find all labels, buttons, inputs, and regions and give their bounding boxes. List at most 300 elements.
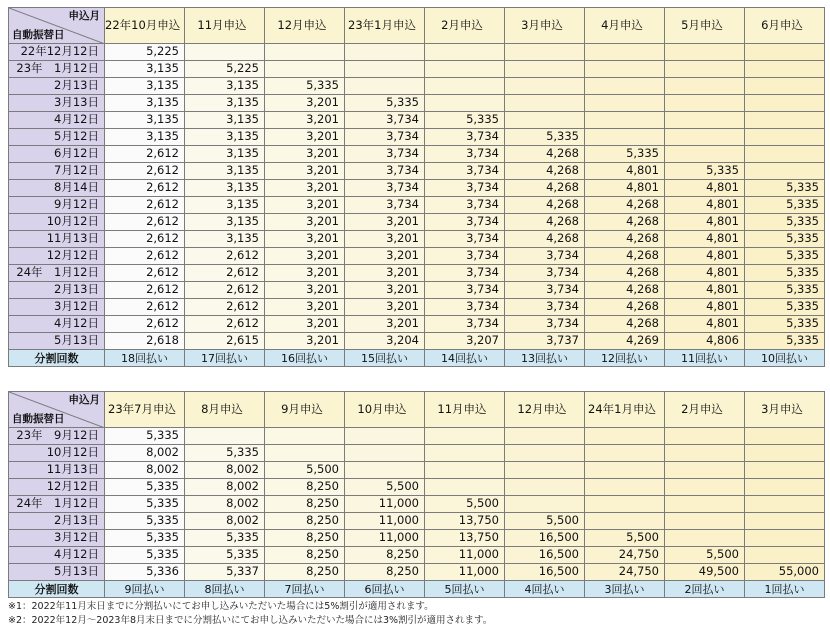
table-row: [9, 180, 825, 197]
column-header: 24年1月申込: [585, 392, 665, 428]
amount-cell: [745, 61, 825, 78]
amount-cell: 3,734: [345, 129, 425, 146]
amount-cell: 2,612: [185, 282, 265, 299]
amount-cell: 3,734: [505, 265, 585, 282]
amount-cell: 3,135: [185, 95, 265, 112]
amount-cell: [745, 462, 825, 479]
amount-cell: 4,268: [585, 231, 665, 248]
amount-cell: 16,500: [505, 547, 585, 564]
amount-cell: 3,734: [425, 180, 505, 197]
amount-cell: [265, 428, 345, 445]
amount-cell: 4,268: [585, 316, 665, 333]
amount-cell: 4,268: [585, 197, 665, 214]
installment-count-label: 分割回数: [9, 581, 105, 598]
debit-date-cell: 2月13日: [9, 513, 105, 530]
amount-cell: [745, 513, 825, 530]
amount-cell: [265, 44, 345, 61]
amount-cell: 2,612: [105, 146, 185, 163]
installment-count-cell: 6回払い: [345, 581, 425, 598]
header-row: [9, 392, 825, 428]
column-header: 4月申込: [585, 8, 665, 44]
amount-cell: 3,734: [505, 299, 585, 316]
debit-date-cell: 10月12日: [9, 214, 105, 231]
amount-cell: [585, 445, 665, 462]
amount-cell: [665, 146, 745, 163]
amount-cell: 4,801: [665, 299, 745, 316]
amount-cell: 2,615: [185, 333, 265, 350]
amount-cell: [585, 78, 665, 95]
installment-count-cell: 3回払い: [585, 581, 665, 598]
amount-cell: [745, 78, 825, 95]
installment-count-cell: 2回払い: [665, 581, 745, 598]
debit-date-cell: 2月13日: [9, 78, 105, 95]
amount-cell: [345, 428, 425, 445]
table-row: [9, 163, 825, 180]
amount-cell: 55,000: [745, 564, 825, 581]
amount-cell: 3,201: [265, 265, 345, 282]
amount-cell: 4,268: [505, 180, 585, 197]
table-row: [9, 78, 825, 95]
footnote-2: ※2：2022年12月～2023年8月末日までに分割払いにてお申し込みいただいた場合には3%割引が適用されます。: [8, 615, 493, 626]
amount-cell: 5,335: [105, 547, 185, 564]
debit-date-cell: 3月13日: [9, 95, 105, 112]
amount-cell: 3,734: [345, 180, 425, 197]
installment-count-cell: 17回払い: [185, 350, 265, 367]
corner-label-debit-date: 自動振替日: [12, 412, 65, 425]
amount-cell: 3,135: [185, 197, 265, 214]
amount-cell: [185, 428, 265, 445]
amount-cell: [585, 112, 665, 129]
amount-cell: [665, 129, 745, 146]
amount-cell: 8,250: [345, 564, 425, 581]
amount-cell: [505, 112, 585, 129]
column-header: 11月申込: [185, 8, 265, 44]
amount-cell: 5,335: [345, 95, 425, 112]
amount-cell: 4,268: [585, 265, 665, 282]
amount-cell: 3,201: [265, 316, 345, 333]
amount-cell: 5,335: [745, 282, 825, 299]
amount-cell: 5,335: [105, 479, 185, 496]
corner-header: [9, 8, 105, 44]
amount-cell: [345, 445, 425, 462]
debit-date-cell: 12月12日: [9, 248, 105, 265]
amount-cell: 3,201: [345, 316, 425, 333]
amount-cell: [505, 78, 585, 95]
amount-cell: [585, 428, 665, 445]
amount-cell: 5,500: [665, 547, 745, 564]
amount-cell: 3,734: [505, 248, 585, 265]
amount-cell: 5,500: [345, 479, 425, 496]
amount-cell: [505, 428, 585, 445]
amount-cell: 4,268: [585, 214, 665, 231]
corner-label-apply-month: 申込月: [68, 394, 100, 406]
table-row: [9, 248, 825, 265]
amount-cell: 4,801: [665, 231, 745, 248]
amount-cell: 5,500: [265, 462, 345, 479]
amount-cell: 5,335: [745, 299, 825, 316]
amount-cell: [505, 44, 585, 61]
amount-cell: 3,734: [425, 299, 505, 316]
amount-cell: [505, 496, 585, 513]
table-row: [9, 445, 825, 462]
amount-cell: 3,135: [105, 95, 185, 112]
amount-cell: 4,268: [505, 197, 585, 214]
debit-date-cell: 3月12日: [9, 530, 105, 547]
amount-cell: 24,750: [585, 547, 665, 564]
amount-cell: 3,201: [265, 214, 345, 231]
amount-cell: 5,335: [425, 112, 505, 129]
column-header: 10月申込: [345, 392, 425, 428]
debit-date-cell: 10月12日: [9, 445, 105, 462]
debit-date-cell: 11月13日: [9, 231, 105, 248]
amount-cell: 5,335: [185, 445, 265, 462]
amount-cell: [425, 428, 505, 445]
amount-cell: 4,801: [665, 265, 745, 282]
amount-cell: [265, 445, 345, 462]
debit-date-cell: 23年 9月12日: [9, 428, 105, 445]
amount-cell: 5,500: [505, 513, 585, 530]
amount-cell: 3,734: [345, 163, 425, 180]
column-header: 12月申込: [505, 392, 585, 428]
amount-cell: 8,002: [185, 496, 265, 513]
amount-cell: [665, 44, 745, 61]
amount-cell: 3,135: [185, 214, 265, 231]
amount-cell: [745, 530, 825, 547]
column-header: 11月申込: [425, 392, 505, 428]
amount-cell: 3,734: [425, 282, 505, 299]
amount-cell: 13,750: [425, 530, 505, 547]
debit-date-cell: 3月12日: [9, 299, 105, 316]
amount-cell: 3,135: [105, 129, 185, 146]
installment-count-cell: 8回払い: [185, 581, 265, 598]
table-row: [9, 299, 825, 316]
table-row: [9, 95, 825, 112]
amount-cell: 8,250: [265, 496, 345, 513]
amount-cell: [745, 146, 825, 163]
amount-cell: 4,801: [585, 180, 665, 197]
amount-cell: 8,002: [185, 479, 265, 496]
table-row: [9, 197, 825, 214]
amount-cell: [345, 78, 425, 95]
amount-cell: 4,801: [665, 180, 745, 197]
amount-cell: 3,734: [345, 146, 425, 163]
amount-cell: 11,000: [425, 547, 505, 564]
debit-date-cell: 7月12日: [9, 163, 105, 180]
installment-count-cell: 10回払い: [745, 350, 825, 367]
amount-cell: 5,335: [745, 248, 825, 265]
amount-cell: 4,268: [585, 299, 665, 316]
amount-cell: 3,201: [345, 248, 425, 265]
debit-date-cell: 23年 1月12日: [9, 61, 105, 78]
debit-date-cell: 9月12日: [9, 197, 105, 214]
amount-cell: [745, 496, 825, 513]
amount-cell: 3,737: [505, 333, 585, 350]
installment-count-cell: 5回払い: [425, 581, 505, 598]
amount-cell: 3,734: [505, 316, 585, 333]
installment-table-2: [8, 391, 825, 598]
amount-cell: 11,000: [345, 496, 425, 513]
installment-count-cell: 18回払い: [105, 350, 185, 367]
corner-label-apply-month: 申込月: [68, 10, 100, 22]
amount-cell: 3,734: [505, 282, 585, 299]
amount-cell: 3,207: [425, 333, 505, 350]
table-row: [9, 333, 825, 350]
debit-date-cell: 4月12日: [9, 316, 105, 333]
amount-cell: 5,335: [505, 129, 585, 146]
amount-cell: 5,335: [745, 316, 825, 333]
amount-cell: 11,000: [345, 530, 425, 547]
table-row: [9, 129, 825, 146]
amount-cell: 3,734: [425, 129, 505, 146]
amount-cell: 3,734: [425, 316, 505, 333]
amount-cell: 3,135: [185, 112, 265, 129]
header-row: [9, 8, 825, 44]
amount-cell: [425, 78, 505, 95]
amount-cell: 2,612: [105, 299, 185, 316]
debit-date-cell: 4月12日: [9, 547, 105, 564]
amount-cell: 3,201: [265, 248, 345, 265]
amount-cell: 5,335: [265, 78, 345, 95]
amount-cell: 2,612: [185, 248, 265, 265]
amount-cell: [505, 61, 585, 78]
amount-cell: 3,734: [425, 163, 505, 180]
amount-cell: 5,225: [105, 44, 185, 61]
amount-cell: 3,734: [345, 197, 425, 214]
amount-cell: 4,268: [585, 248, 665, 265]
amount-cell: 5,335: [745, 333, 825, 350]
amount-cell: 5,335: [105, 530, 185, 547]
amount-cell: [505, 95, 585, 112]
debit-date-cell: 24年 1月12日: [9, 496, 105, 513]
table-row: [9, 462, 825, 479]
amount-cell: 11,000: [425, 564, 505, 581]
amount-cell: 2,612: [185, 316, 265, 333]
amount-cell: 5,335: [185, 547, 265, 564]
amount-cell: [665, 513, 745, 530]
installment-count-cell: 15回払い: [345, 350, 425, 367]
amount-cell: [745, 428, 825, 445]
amount-cell: 3,135: [185, 78, 265, 95]
amount-cell: 2,612: [105, 316, 185, 333]
amount-cell: [345, 61, 425, 78]
debit-date-cell: 22年12月12日: [9, 44, 105, 61]
debit-date-cell: 12月12日: [9, 479, 105, 496]
corner-label-debit-date: 自動振替日: [12, 28, 65, 41]
amount-cell: 3,135: [105, 61, 185, 78]
amount-cell: 8,250: [265, 513, 345, 530]
amount-cell: 3,201: [265, 146, 345, 163]
amount-cell: 3,135: [105, 78, 185, 95]
amount-cell: 2,612: [185, 299, 265, 316]
amount-cell: [425, 95, 505, 112]
amount-cell: 5,335: [745, 180, 825, 197]
installment-count-cell: 4回払い: [505, 581, 585, 598]
column-header: 23年7月申込: [105, 392, 185, 428]
installment-count-row: [9, 581, 825, 598]
amount-cell: 3,201: [265, 95, 345, 112]
amount-cell: 3,734: [425, 231, 505, 248]
amount-cell: [745, 129, 825, 146]
amount-cell: 3,201: [345, 231, 425, 248]
amount-cell: 3,201: [265, 163, 345, 180]
installment-count-cell: 16回払い: [265, 350, 345, 367]
amount-cell: 3,201: [345, 265, 425, 282]
amount-cell: [585, 95, 665, 112]
column-header: 6月申込: [745, 8, 825, 44]
amount-cell: [585, 479, 665, 496]
debit-date-cell: 11月13日: [9, 462, 105, 479]
amount-cell: 2,612: [105, 231, 185, 248]
amount-cell: 2,618: [105, 333, 185, 350]
amount-cell: [425, 61, 505, 78]
amount-cell: [585, 513, 665, 530]
table-row: [9, 428, 825, 445]
table-row: [9, 214, 825, 231]
amount-cell: [425, 479, 505, 496]
installment-count-cell: 14回払い: [425, 350, 505, 367]
amount-cell: [585, 496, 665, 513]
amount-cell: 3,201: [265, 282, 345, 299]
amount-cell: 2,612: [105, 265, 185, 282]
amount-cell: 5,337: [185, 564, 265, 581]
amount-cell: 2,612: [105, 248, 185, 265]
amount-cell: [665, 112, 745, 129]
table-row: [9, 316, 825, 333]
column-header: 2月申込: [425, 8, 505, 44]
amount-cell: [425, 44, 505, 61]
installment-count-cell: 13回払い: [505, 350, 585, 367]
amount-cell: 3,201: [265, 231, 345, 248]
amount-cell: 5,335: [745, 231, 825, 248]
amount-cell: 5,335: [105, 496, 185, 513]
amount-cell: 49,500: [665, 564, 745, 581]
amount-cell: [665, 530, 745, 547]
amount-cell: 3,201: [265, 129, 345, 146]
amount-cell: 5,500: [585, 530, 665, 547]
amount-cell: [745, 163, 825, 180]
amount-cell: 4,269: [585, 333, 665, 350]
amount-cell: [665, 479, 745, 496]
table-row: [9, 44, 825, 61]
amount-cell: [585, 44, 665, 61]
amount-cell: [345, 44, 425, 61]
amount-cell: 5,335: [665, 163, 745, 180]
table-row: [9, 282, 825, 299]
column-header: 3月申込: [745, 392, 825, 428]
amount-cell: [665, 462, 745, 479]
amount-cell: [585, 462, 665, 479]
amount-cell: 4,268: [505, 163, 585, 180]
amount-cell: [425, 462, 505, 479]
amount-cell: 8,250: [265, 564, 345, 581]
column-header: 8月申込: [185, 392, 265, 428]
amount-cell: [505, 445, 585, 462]
amount-cell: 4,801: [585, 163, 665, 180]
amount-cell: 2,612: [105, 180, 185, 197]
installment-count-cell: 11回払い: [665, 350, 745, 367]
footnote-1: ※1：2022年11月末日までに分割払いにてお申し込みいただいた場合には5%割引が適用されます。: [8, 601, 434, 612]
amount-cell: [665, 428, 745, 445]
amount-cell: 3,201: [345, 299, 425, 316]
table-row: [9, 530, 825, 547]
amount-cell: [745, 547, 825, 564]
amount-cell: 3,201: [345, 214, 425, 231]
amount-cell: 16,500: [505, 530, 585, 547]
debit-date-cell: 5月12日: [9, 129, 105, 146]
amount-cell: 2,612: [105, 163, 185, 180]
installment-count-cell: 7回払い: [265, 581, 345, 598]
amount-cell: 8,002: [185, 513, 265, 530]
amount-cell: [745, 479, 825, 496]
amount-cell: 3,201: [265, 299, 345, 316]
amount-cell: 4,801: [665, 214, 745, 231]
amount-cell: 3,135: [185, 231, 265, 248]
installment-count-row: [9, 350, 825, 367]
amount-cell: 3,135: [105, 112, 185, 129]
amount-cell: 24,750: [585, 564, 665, 581]
amount-cell: [745, 44, 825, 61]
column-header: 23年1月申込: [345, 8, 425, 44]
amount-cell: 3,734: [345, 112, 425, 129]
column-header: 5月申込: [665, 8, 745, 44]
amount-cell: 8,250: [345, 547, 425, 564]
amount-cell: 5,225: [185, 61, 265, 78]
amount-cell: 5,335: [585, 146, 665, 163]
amount-cell: 2,612: [105, 214, 185, 231]
amount-cell: [665, 445, 745, 462]
amount-cell: 3,201: [265, 333, 345, 350]
amount-cell: 8,002: [105, 445, 185, 462]
amount-cell: 4,268: [585, 282, 665, 299]
amount-cell: 3,734: [425, 248, 505, 265]
amount-cell: 3,201: [345, 282, 425, 299]
amount-cell: [185, 44, 265, 61]
table-row: [9, 61, 825, 78]
amount-cell: [665, 61, 745, 78]
installment-count-cell: 12回払い: [585, 350, 665, 367]
column-header: 9月申込: [265, 392, 345, 428]
column-header: 22年10月申込: [105, 8, 185, 44]
installment-count-cell: 1回払い: [745, 581, 825, 598]
table-row: [9, 547, 825, 564]
table-row: [9, 265, 825, 282]
amount-cell: [425, 445, 505, 462]
amount-cell: 3,734: [425, 265, 505, 282]
amount-cell: 8,250: [265, 530, 345, 547]
amount-cell: 3,201: [265, 197, 345, 214]
amount-cell: 3,204: [345, 333, 425, 350]
column-header: 12月申込: [265, 8, 345, 44]
amount-cell: 2,612: [185, 265, 265, 282]
amount-cell: 4,806: [665, 333, 745, 350]
amount-cell: [585, 61, 665, 78]
amount-cell: 16,500: [505, 564, 585, 581]
table-row: [9, 479, 825, 496]
debit-date-cell: 24年 1月12日: [9, 265, 105, 282]
amount-cell: 5,335: [745, 197, 825, 214]
amount-cell: 5,335: [745, 265, 825, 282]
amount-cell: [265, 61, 345, 78]
amount-cell: 4,268: [505, 146, 585, 163]
amount-cell: 8,250: [265, 547, 345, 564]
amount-cell: 5,500: [425, 496, 505, 513]
amount-cell: 4,801: [665, 316, 745, 333]
installment-count-label: 分割回数: [9, 350, 105, 367]
column-header: 3月申込: [505, 8, 585, 44]
amount-cell: [745, 445, 825, 462]
amount-cell: 4,801: [665, 197, 745, 214]
amount-cell: [505, 479, 585, 496]
